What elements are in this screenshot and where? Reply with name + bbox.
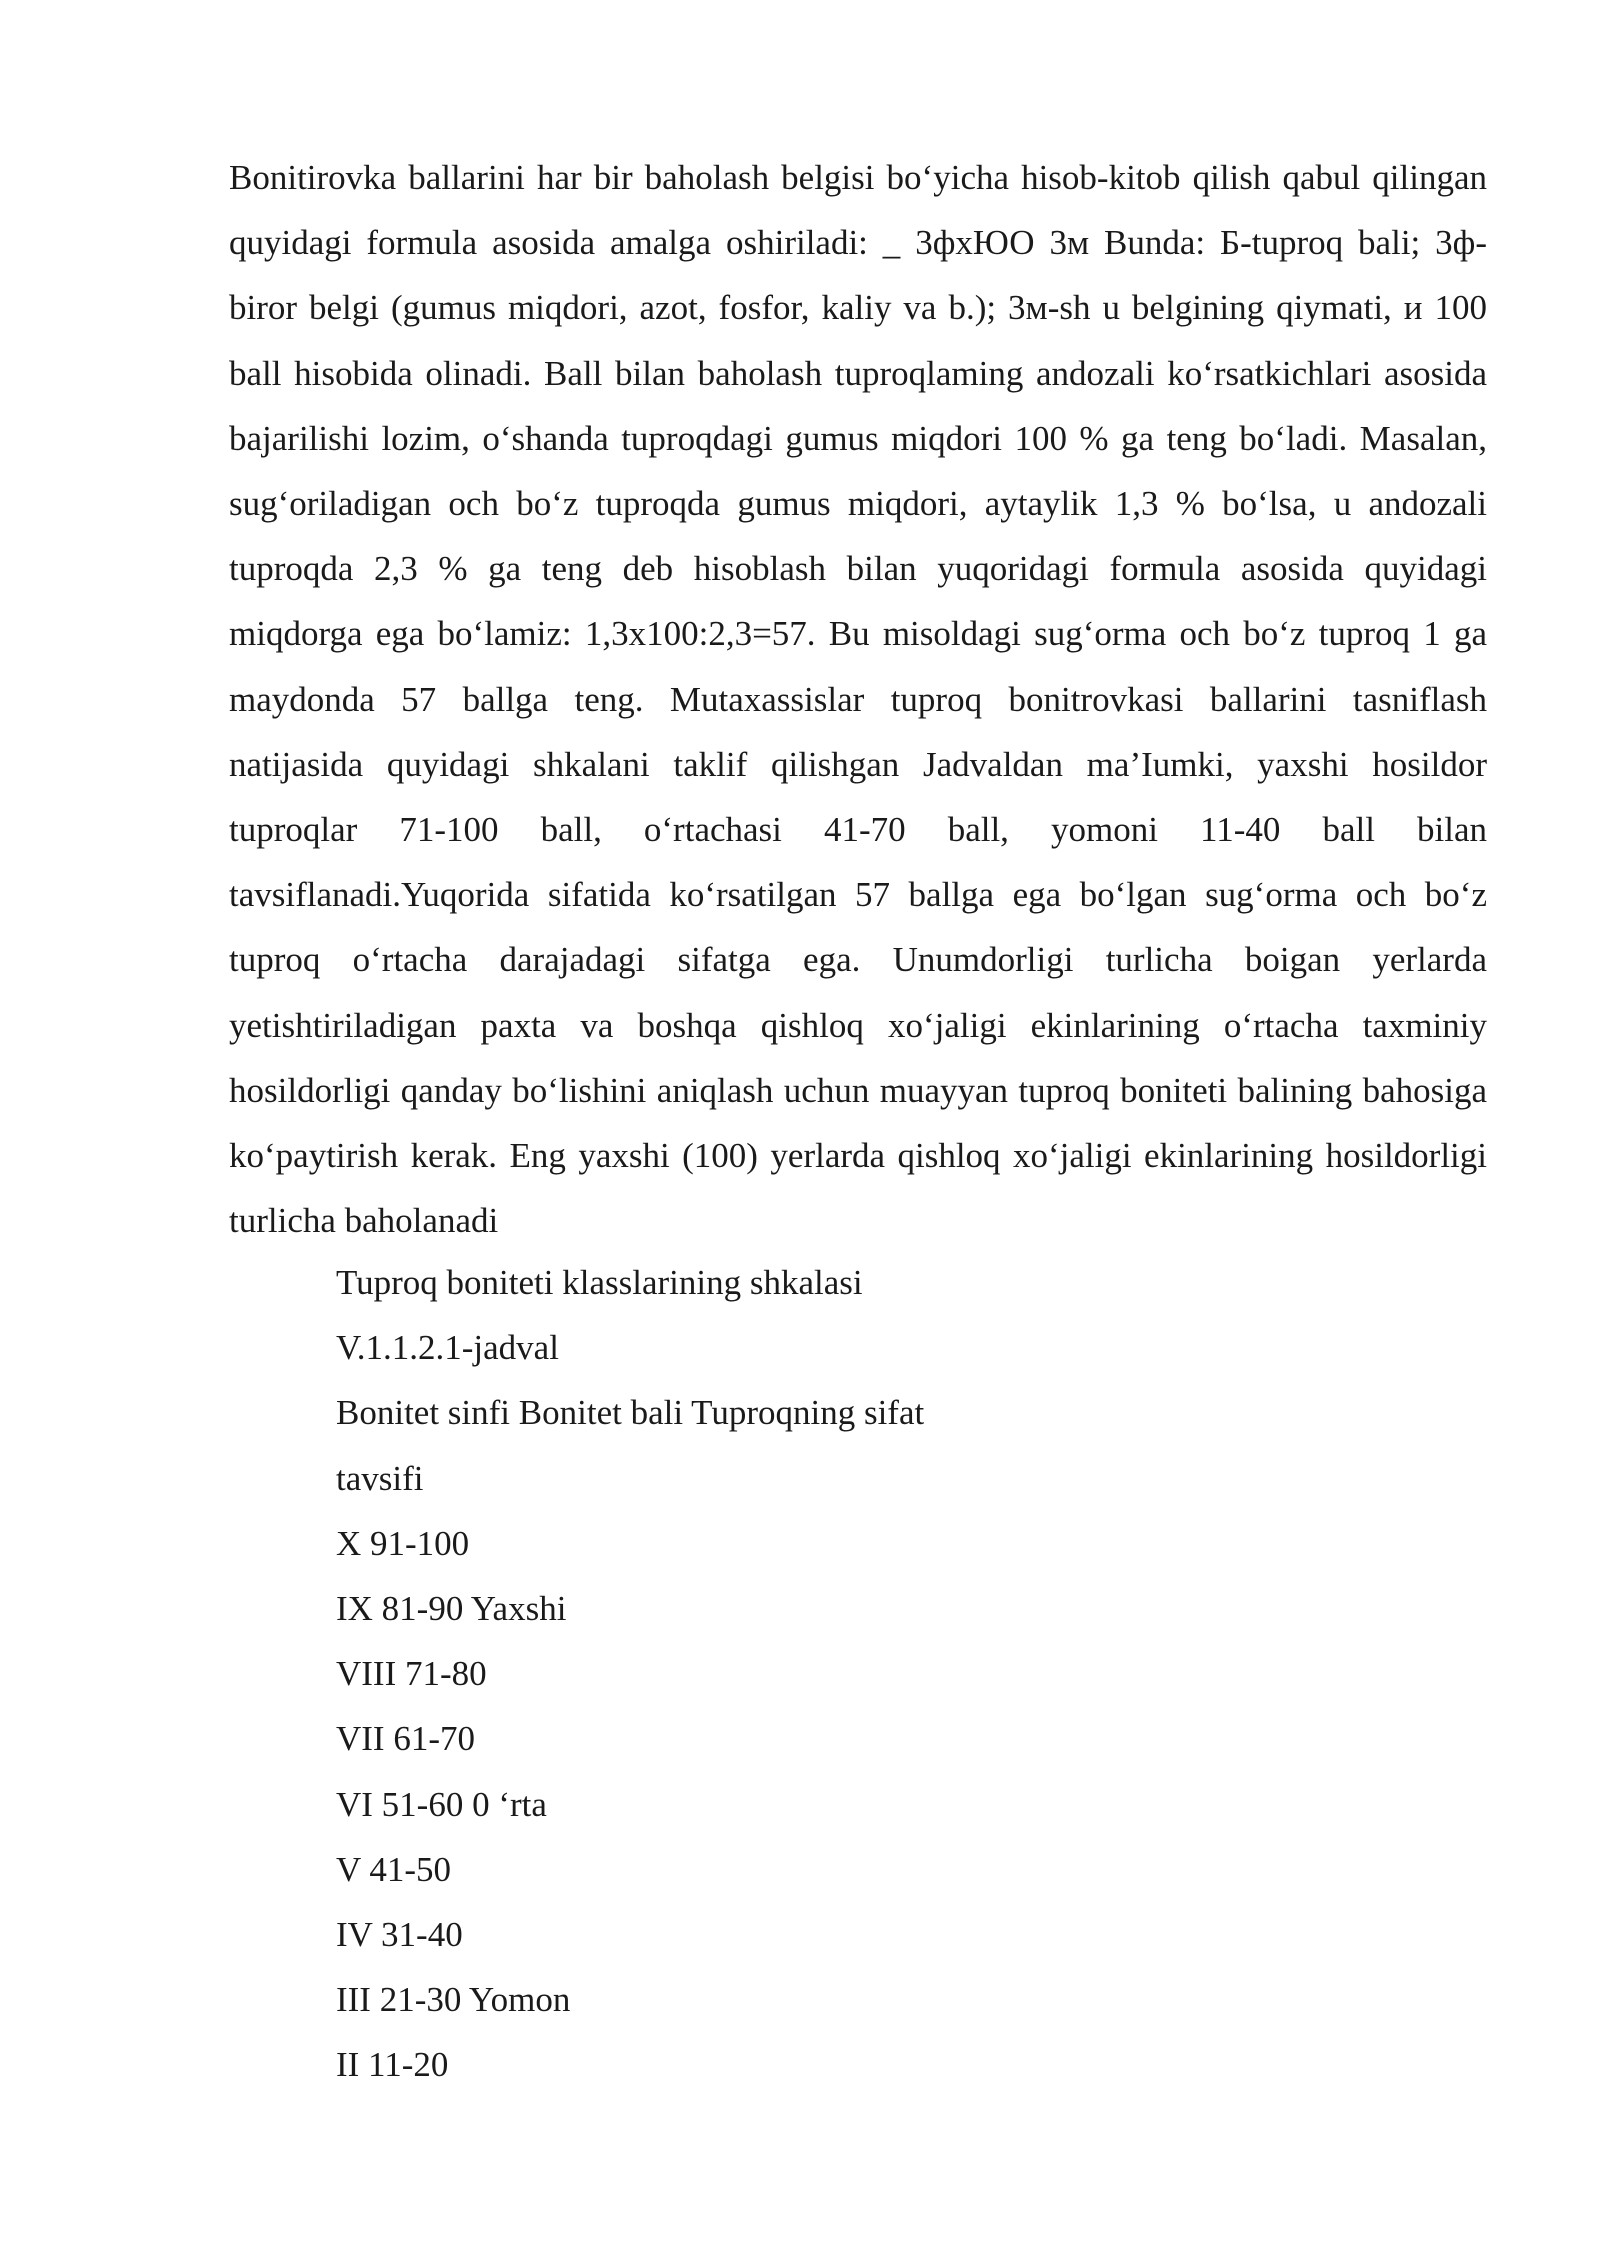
table-row: IX 81-90 Yaxshi xyxy=(336,1589,567,1629)
table-row: VII 61-70 xyxy=(336,1719,475,1759)
body-paragraph: Bonitirovka ballarini har bir baholash belgisi bo‘yicha hisob-kitob qilish qabul qilingan quyidagi formula asosida amalga oshiriladi: _ 3фхЮО 3м Bunda: Б-tuproq bali; 3ф-biror belgi (gumus miqdori, azot, fosfor, kaliy va b.); 3м-sh u belgining qiymati, и 100 ball hisobida olinadi. Ball bilan baholash tuproqlaming andozali ko‘rsatkichlari asosida bajarilishi lozim, o‘shanda tuproqdagi gumus miqdori 100 % ga teng bo‘ladi. Masalan, sug‘oriladigan och bo‘z tuproqda gumus miqdori, aytaylik 1,3 % bo‘lsa, u andozali tuproqda 2,3 % ga teng deb hisoblash bilan yuqoridagi formula asosida quyidagi miqdorga ega bo‘lamiz: 1,3x100:2,3=57. Bu misoldagi sug‘orma och bo‘z tuproq 1 ga maydonda 57 ballga teng. Mutaxassislar tuproq bonitrovkasi ballarini tasniflash natijasida quyidagi shkalani taklif qilishgan Jadvaldan ma’Iumki, yaxshi hosildor tuproqlar 71-100 ball, o‘rtachasi 41-70 ball, yomoni 11-40 ball bilan tavsiflanadi.Yuqorida sifatida ko‘rsatilgan 57 ballga ega bo‘lgan sug‘orma och bo‘z tuproq o‘rtacha darajadagi sifatga ega. Unumdorligi turlicha boigan yerlarda yetishtiriladigan paxta va boshqa qishloq xo‘jaligi ekinlarining o‘rtacha taxminiy hosildorligi qanday bo‘lishini aniqlash uchun muayyan tuproq boniteti balining bahosiga ko‘paytirish kerak. Eng yaxshi (100) yerlarda qishloq xo‘jaligi ekinlarining hosildorligi turlicha baholanadi xyxy=(229,158,1487,1241)
table-header: Bonitet sinfi Bonitet bali Tuproqning sifat xyxy=(336,1393,925,1433)
table-caption: Tuproq boniteti klasslarining shkalasi xyxy=(336,1263,863,1302)
table-row: II 11-20 xyxy=(336,2045,449,2085)
table-header-continued: tavsifi xyxy=(336,1458,424,1498)
bonitet-scale-block xyxy=(336,1250,1436,2098)
table-row: X 91-100 xyxy=(336,1523,470,1563)
table-row: VIII 71-80 xyxy=(336,1654,487,1694)
table-row: IV 31-40 xyxy=(336,1915,463,1955)
table-row: V 41-50 xyxy=(336,1849,452,1889)
table-row: VI 51-60 0 ‘rta xyxy=(336,1784,547,1824)
table-number: V.1.1.2.1-jadval xyxy=(336,1328,559,1368)
table-row: III 21-30 Yomon xyxy=(336,1980,571,2020)
